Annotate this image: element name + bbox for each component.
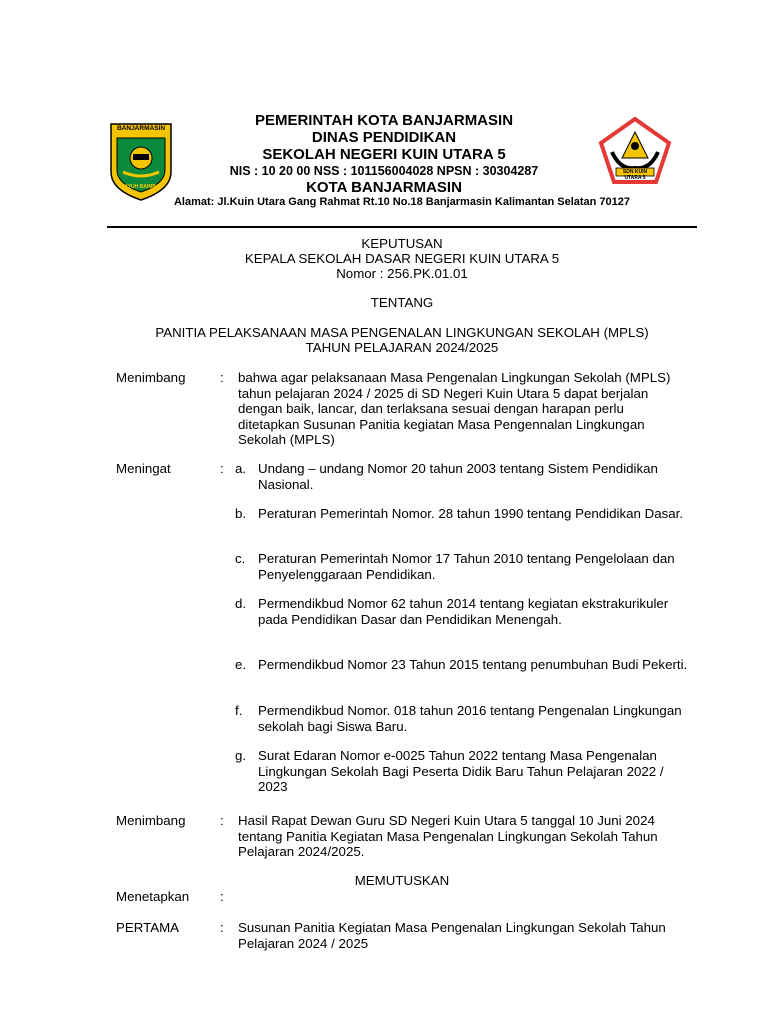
menetapkan-label: Menetapkan bbox=[116, 889, 190, 904]
decree-about: TENTANG bbox=[370, 295, 434, 310]
crest-bottom-text: KAYUH BAIMBAI bbox=[120, 184, 162, 190]
list-item-key: b. bbox=[235, 506, 247, 521]
decree-number: Nomor : 256.PK.01.01 bbox=[336, 266, 468, 281]
letterhead-city: KOTA BANJARMASIN bbox=[306, 179, 462, 196]
list-item-key: d. bbox=[235, 596, 247, 611]
pertama-label: PERTAMA bbox=[116, 920, 180, 935]
menimbang-text: bahwa agar pelaksanaan Masa Pengenalan Lingkungan Sekolah (MPLS) tahun pelajaran 2024 / 2025 di SD Negeri Kuin Utara 5 dapat berjalan dengan baik, lancar, dan terlaksana sesuai dengan harapan perlu ditetapkan Susunan Panitia kegiatan Masa Pengennalan Lingkungan Sekolah (MPLS) bbox=[238, 370, 671, 447]
emblem-banner-text: SDN KUIN UTARA 5 bbox=[622, 169, 648, 181]
crest-top-text: BANJARMASIN bbox=[116, 125, 166, 132]
decree-subject-line1: PANITIA PELAKSANAAN MASA PENGENALAN LINGKUNGAN SEKOLAH (MPLS) bbox=[155, 325, 649, 340]
list-item-text: Undang – undang Nomor 20 tahun 2003 tentang Sistem Pendidikan Nasional. bbox=[258, 461, 658, 492]
menimbang2-colon: : bbox=[220, 813, 224, 828]
list-item-text: Permendikbud Nomor 23 Tahun 2015 tentang penumbuhan Budi Pekerti. bbox=[258, 657, 688, 672]
letterhead-ids: NIS : 10 20 00 NSS : 101156004028 NPSN : 30304287 bbox=[229, 164, 539, 178]
letterhead-government: PEMERINTAH KOTA BANJARMASIN bbox=[254, 112, 514, 129]
list-item-text: Peraturan Pemerintah Nomor. 28 tahun 1990 tentang Pendidikan Dasar. bbox=[258, 506, 684, 521]
list-item-key: f. bbox=[235, 703, 243, 718]
decision-heading: MEMUTUSKAN bbox=[354, 873, 450, 888]
list-item-key: e. bbox=[235, 657, 247, 672]
list-item-text: Permendikbud Nomor. 018 tahun 2016 tentang Pengenalan Lingkungan sekolah bagi Siswa Baru. bbox=[258, 703, 682, 734]
menimbang-label: Menimbang bbox=[116, 370, 186, 385]
list-item-key: g. bbox=[235, 748, 247, 763]
decree-issuer: KEPALA SEKOLAH DASAR NEGERI KUIN UTARA 5 bbox=[244, 251, 560, 266]
list-item-text: Permendikbud Nomor 62 tahun 2014 tentang kegiatan ekstrakurikuler pada Pendidikan Dasar dan Pendidikan Menengah. bbox=[258, 596, 669, 627]
menimbang2-text: Hasil Rapat Dewan Guru SD Negeri Kuin Utara 5 tanggal 10 Juni 2024 tentang Panitia Kegiatan Masa Pengenalan Lingkungan Sekolah Tahun Pelajaran 2024/2025. bbox=[238, 813, 658, 859]
list-item-text: Peraturan Pemerintah Nomor 17 Tahun 2010 tentang Pengelolaan dan Penyelenggaraan Pendidikan. bbox=[258, 551, 675, 582]
list-item-key: c. bbox=[235, 551, 246, 566]
letterhead-divider bbox=[107, 226, 697, 228]
list-item-text: Surat Edaran Nomor e-0025 Tahun 2022 tentang Masa Pengenalan Lingkungan Sekolah Bagi Peserta Didik Baru Tahun Pelajaran 2022 / 2023 bbox=[258, 748, 664, 794]
menetapkan-colon: : bbox=[220, 889, 224, 904]
menimbang-colon: : bbox=[220, 370, 224, 385]
decree-subject-line2: TAHUN PELAJARAN 2024/2025 bbox=[305, 340, 499, 355]
meningat-colon: : bbox=[220, 461, 224, 476]
letterhead-address: Alamat: Jl.Kuin Utara Gang Rahmat Rt.10 No.18 Banjarmasin Kalimantan Selatan 70127 bbox=[173, 196, 631, 208]
meningat-label: Meningat bbox=[116, 461, 171, 476]
list-item-key: a. bbox=[235, 461, 247, 476]
pertama-colon: : bbox=[220, 920, 224, 935]
decree-title: KEPUTUSAN bbox=[361, 236, 443, 251]
pertama-text: Susunan Panitia Kegiatan Masa Pengenalan Lingkungan Sekolah Tahun Pelajaran 2024 / 2025 bbox=[238, 920, 666, 951]
letterhead-department: DINAS PENDIDIKAN bbox=[311, 129, 457, 146]
menimbang2-label: Menimbang bbox=[116, 813, 186, 828]
letterhead-school: SEKOLAH NEGERI KUIN UTARA 5 bbox=[262, 146, 506, 163]
